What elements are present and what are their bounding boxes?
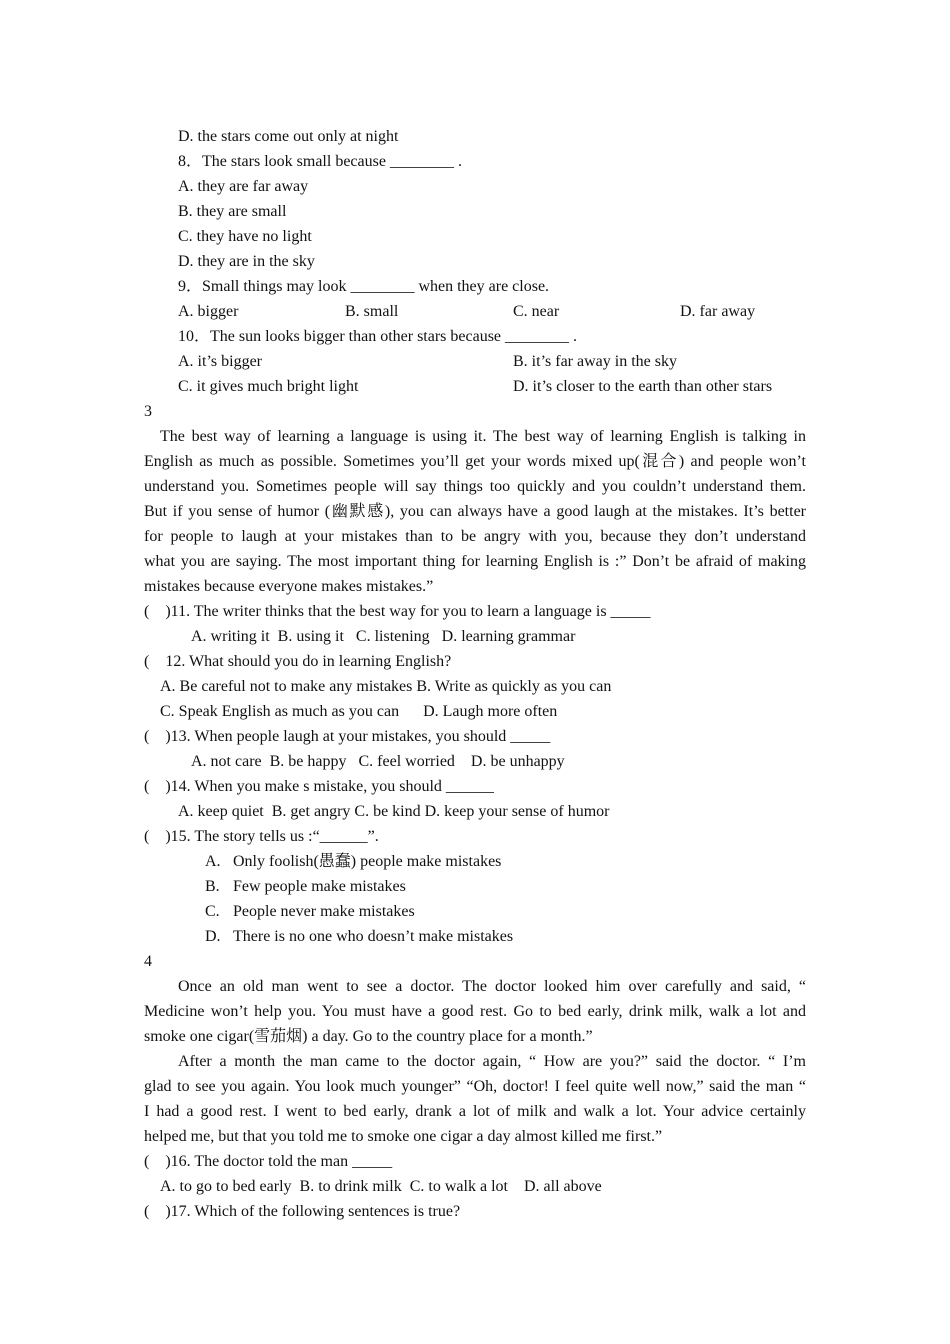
q7-option-d: D. the stars come out only at night [178,128,399,145]
q9-option-c: C. near [513,303,560,320]
q9-option-d: D. far away [680,303,756,320]
q9-option-b: B. small [345,303,399,320]
passage3-line: The best way of learning a language is using it. The best way of learning English is talking in [160,428,806,445]
passage3-number: 3 [144,403,152,420]
passage4-line: Once an old man went to see a doctor. The doctor looked him over carefully and said, “ [178,978,806,995]
q15-option-text: Only foolish(愚蠢) people make mistakes [233,853,502,870]
q10-option-d: D. it’s closer to the earth than other stars [513,378,773,395]
passage3-line: for people to laugh at your mistakes than to be angry with you, because they don’t understand [144,528,806,545]
passage3-line: But if you sense of humor (幽默感), you can always have a good laugh at the mistakes. It’s better [144,503,806,520]
passage4-line: Medicine won’t help you. You must have a good rest. Go to bed early, drink milk, walk a lot and [144,1003,806,1020]
q13-stem: ( )13. When people laugh at your mistakes, you should _____ [144,728,551,745]
q12-options-row2: C. Speak English as much as you can D. Laugh more often [160,703,558,720]
passage3-line: understand you. Sometimes people will say things too quickly and you couldn’t understand them. [144,478,806,495]
q15-option-text: People never make mistakes [233,903,415,920]
passage4-line: helped me, but that you told me to smoke one cigar a day almost killed me first.” [144,1128,663,1145]
q12-options-row1: A. Be careful not to make any mistakes B. Write as quickly as you can [160,678,612,695]
q13-options: A. not care B. be happy C. feel worried D. be unhappy [191,753,565,770]
passage3-line: English as much as possible. Sometimes you’ll get your words mixed up(混合) and people won’t [144,453,806,470]
q17-stem: ( )17. Which of the following sentences is true? [144,1203,461,1220]
passage4-line: smoke one cigar(雪茄烟) a day. Go to the country place for a month.” [144,1028,593,1045]
q11-stem: ( )11. The writer thinks that the best way for you to learn a language is _____ [144,603,651,620]
q9-stem: 9．Small things may look ________ when they are close. [178,278,550,295]
passage3-line: mistakes because everyone makes mistakes.” [144,578,434,595]
passage3-line: what you are saying. The most important thing for learning English is :” Don’t be afraid of making [144,553,806,570]
passage4-line: After a month the man came to the doctor again, “ How are you?” said the doctor. “ I’m [178,1053,806,1070]
q11-options: A. writing it B. using it C. listening D. learning grammar [191,628,576,645]
q15-option-letter: A. [205,853,221,870]
q15-option-text: There is no one who doesn’t make mistakes [233,928,514,945]
passage4-number: 4 [144,953,152,970]
q9-option-a: A. bigger [178,303,239,320]
q10-option-a: A. it’s bigger [178,353,262,370]
q10-stem: 10．The sun looks bigger than other stars because ________ . [178,328,578,345]
q8-option-b: B. they are small [178,203,287,220]
q14-stem: ( )14. When you make s mistake, you should ______ [144,778,494,795]
q10-option-c: C. it gives much bright light [178,378,359,395]
q8-stem: 8．The stars look small because ________ . [178,153,462,170]
q8-option-a: A. they are far away [178,178,309,195]
q15-option-text: Few people make mistakes [233,878,406,895]
q15-option-letter: B. [205,878,220,895]
q15-option-letter: D. [205,928,221,945]
q8-option-c: C. they have no light [178,228,312,245]
q16-options: A. to go to bed early B. to drink milk C. to walk a lot D. all above [160,1178,602,1195]
q12-stem: ( 12. What should you do in learning English? [144,653,452,670]
q15-stem: ( )15. The story tells us :“______”. [144,828,379,845]
q10-option-b: B. it’s far away in the sky [513,353,677,370]
q8-option-d: D. they are in the sky [178,253,315,270]
q14-options: A. keep quiet B. get angry C. be kind D. keep your sense of humor [178,803,610,820]
q16-stem: ( )16. The doctor told the man _____ [144,1153,393,1170]
q15-option-letter: C. [205,903,220,920]
passage4-line: glad to see you again. You look much younger” “Oh, doctor! I feel quite well now,” said the man “ [144,1078,806,1095]
passage4-line: I had a good rest. I went to bed early, drank a lot of milk and walk a lot. Your advice certainly [144,1103,806,1120]
